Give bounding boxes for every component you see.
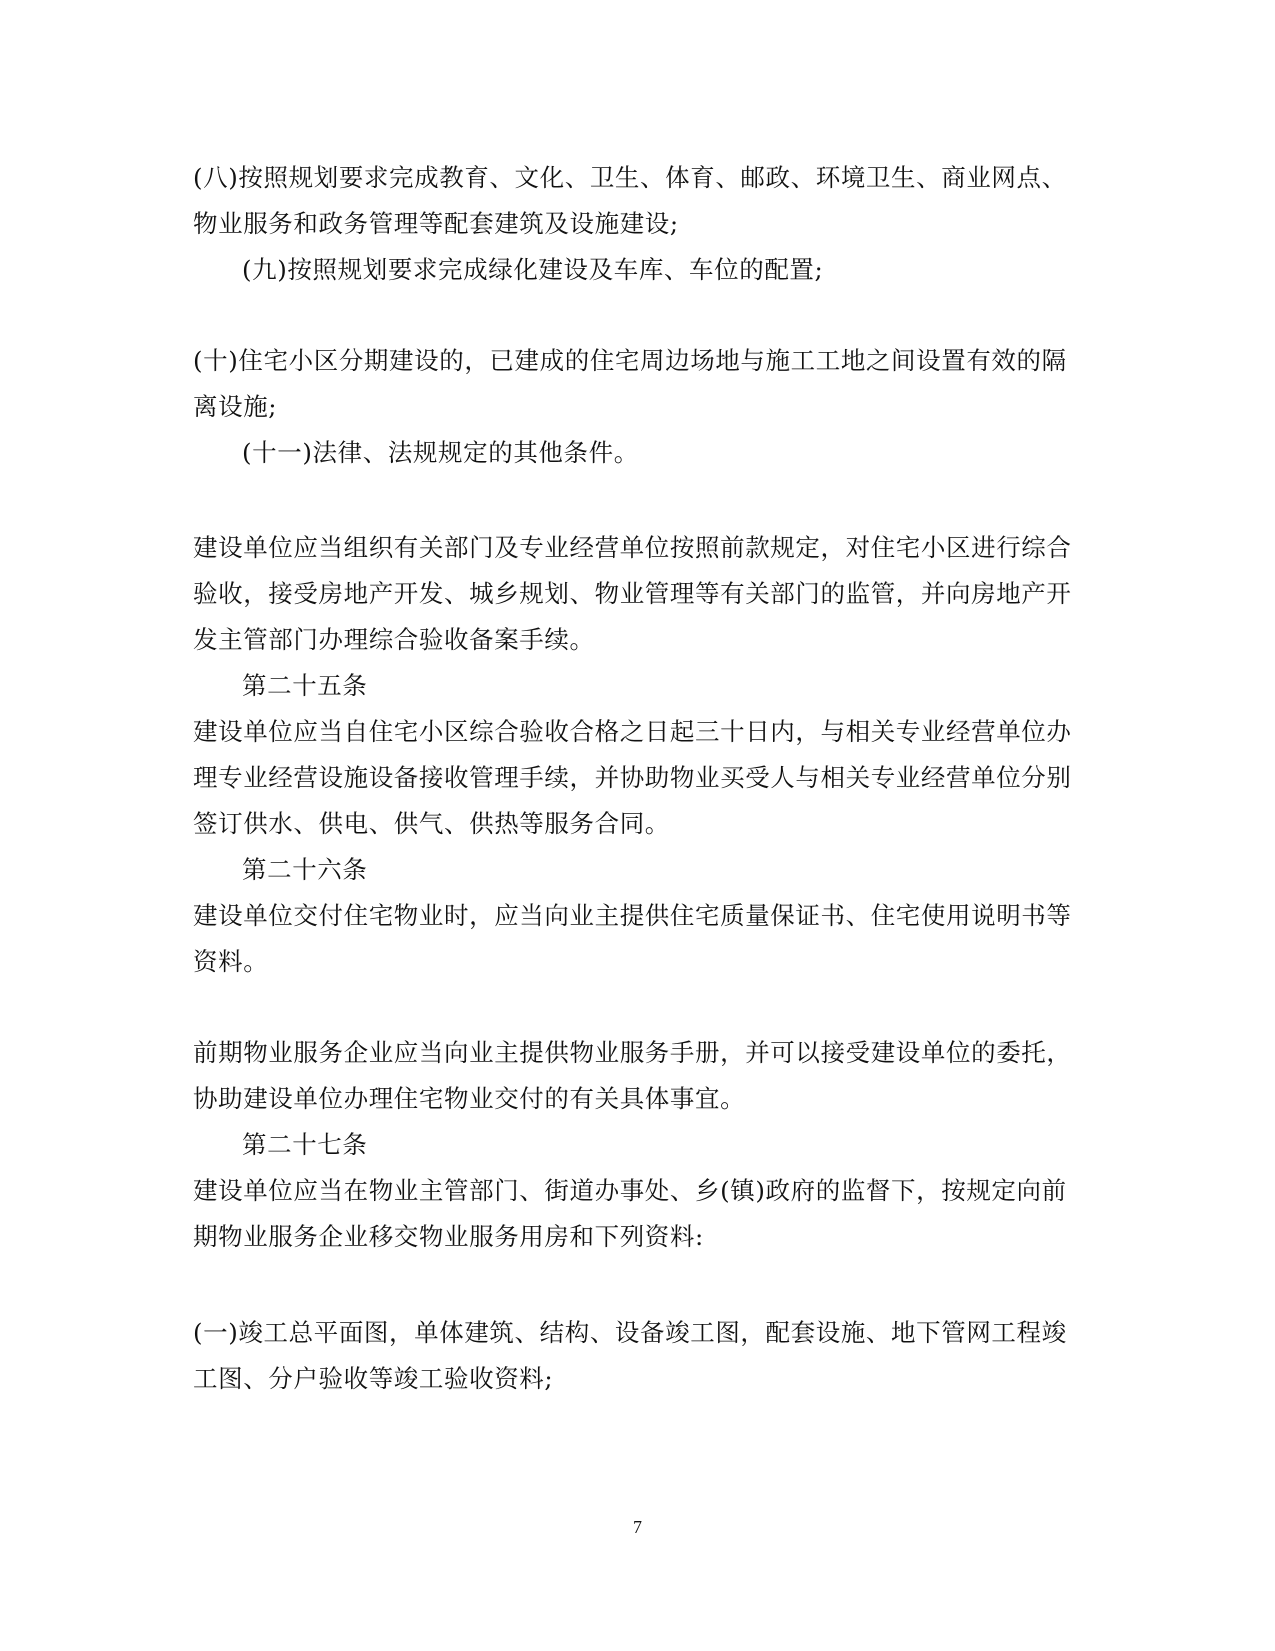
text-line: (八)按照规划要求完成教育、文化、卫生、体育、邮政、环境卫生、商业网点、 [193, 163, 1067, 192]
text-line: 工图、分户验收等竣工验收资料; [193, 1364, 554, 1393]
text-line: 建设单位应当在物业主管部门、街道办事处、乡(镇)政府的监督下，按规定向前 [193, 1176, 1067, 1205]
article-heading: 第二十六条 [242, 855, 368, 884]
text-line: 建设单位交付住宅物业时，应当向业主提供住宅质量保证书、住宅使用说明书等 [193, 901, 1072, 930]
page-number: 7 [633, 1517, 642, 1537]
text-line: 物业服务和政务管理等配套建筑及设施建设; [193, 209, 679, 238]
text-line: 协助建设单位办理住宅物业交付的有关具体事宜。 [193, 1084, 746, 1113]
text-line: (九)按照规划要求完成绿化建设及车库、车位的配置; [242, 255, 824, 284]
text-line: 资料。 [193, 947, 269, 976]
text-line: 建设单位应当组织有关部门及专业经营单位按照前款规定，对住宅小区进行综合 [193, 533, 1072, 562]
text-line: 理专业经营设施设备接收管理手续，并协助物业买受人与相关专业经营单位分别 [193, 763, 1072, 792]
article-heading: 第二十五条 [242, 671, 368, 700]
text-line: 期物业服务企业移交物业服务用房和下列资料: [193, 1222, 704, 1251]
text-line: 验收，接受房地产开发、城乡规划、物业管理等有关部门的监管，并向房地产开 [193, 579, 1072, 608]
article-heading: 第二十七条 [242, 1130, 368, 1159]
text-line: 离设施; [193, 392, 278, 421]
text-line: 发主管部门办理综合验收备案手续。 [193, 625, 595, 654]
text-line: (十)住宅小区分期建设的，已建成的住宅周边场地与施工工地之间设置有效的隔 [193, 346, 1067, 375]
text-line: 前期物业服务企业应当向业主提供物业服务手册，并可以接受建设单位的委托， [193, 1038, 1072, 1067]
text-line: (十一)法律、法规规定的其他条件。 [242, 438, 639, 467]
text-line: 签订供水、供电、供气、供热等服务合同。 [193, 809, 670, 838]
text-line: 建设单位应当自住宅小区综合验收合格之日起三十日内，与相关专业经营单位办 [193, 717, 1072, 746]
text-line: (一)竣工总平面图，单体建筑、结构、设备竣工图，配套设施、地下管网工程竣 [193, 1318, 1067, 1347]
